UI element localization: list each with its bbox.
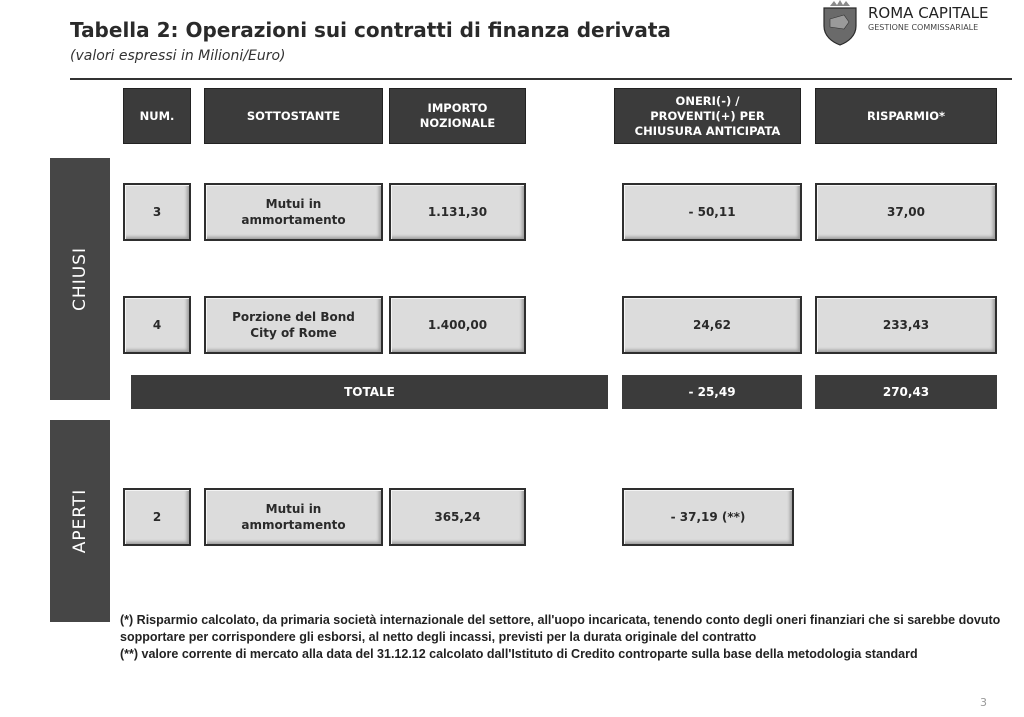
total-oneri: - 25,49	[622, 375, 802, 409]
page-number: 3	[980, 696, 987, 709]
table-cell-oneri: - 50,11	[622, 183, 802, 241]
logo-subtitle: GESTIONE COMMISSARIALE	[868, 23, 979, 32]
logo-name: ROMA CAPITALE	[868, 4, 989, 22]
table-cell-num: 4	[123, 296, 191, 354]
table-cell-importo: 1.400,00	[389, 296, 526, 354]
table-cell-num: 2	[123, 488, 191, 546]
table-cell-sottostante: Mutui in ammortamento	[204, 488, 383, 546]
footnote-risparmio: (*) Risparmio calcolato, da primaria società internazionale del settore, all'uopo incaricata, tenendo conto degli oneri finanziari che si sarebbe dovuto sopportare per corrispondere gli esborsi, al netto degli incassi, previsti per la durata originale del contratto	[120, 613, 1001, 644]
column-header-risparmio: RISPARMIO*	[815, 88, 997, 144]
table-cell-num: 3	[123, 183, 191, 241]
group-label-aperti: APERTI	[50, 420, 110, 622]
table-cell-importo: 365,24	[389, 488, 526, 546]
column-header-num: NUM.	[123, 88, 191, 144]
page-title: Tabella 2: Operazioni sui contratti di finanza derivata	[70, 18, 671, 42]
column-header-importo: IMPORTO NOZIONALE	[389, 88, 526, 144]
table-cell-oneri: 24,62	[622, 296, 802, 354]
title-divider	[70, 78, 1012, 80]
table-cell-risparmio: 233,43	[815, 296, 997, 354]
footnotes	[120, 612, 1010, 663]
table-cell-sottostante: Porzione del Bond City of Rome	[204, 296, 383, 354]
column-header-sottostante: SOTTOSTANTE	[204, 88, 383, 144]
column-header-oneri: ONERI(-) / PROVENTI(+) PER CHIUSURA ANTICIPATA	[614, 88, 801, 144]
table-cell-oneri: - 37,19 (**)	[622, 488, 794, 546]
page-subtitle: (valori espressi in Milioni/Euro)	[70, 48, 286, 64]
total-risparmio: 270,43	[815, 375, 997, 409]
table-cell-sottostante: Mutui in ammortamento	[204, 183, 383, 241]
group-label-chiusi: CHIUSI	[50, 158, 110, 400]
table-cell-importo: 1.131,30	[389, 183, 526, 241]
roma-capitale-shield-icon	[820, 0, 860, 46]
table-cell-risparmio: 37,00	[815, 183, 997, 241]
total-row-label: TOTALE	[131, 375, 608, 409]
footnote-valore-mercato: (**) valore corrente di mercato alla data del 31.12.12 calcolato dall'Istituto di Credito controparte sulla base della metodologia standard	[120, 647, 918, 661]
